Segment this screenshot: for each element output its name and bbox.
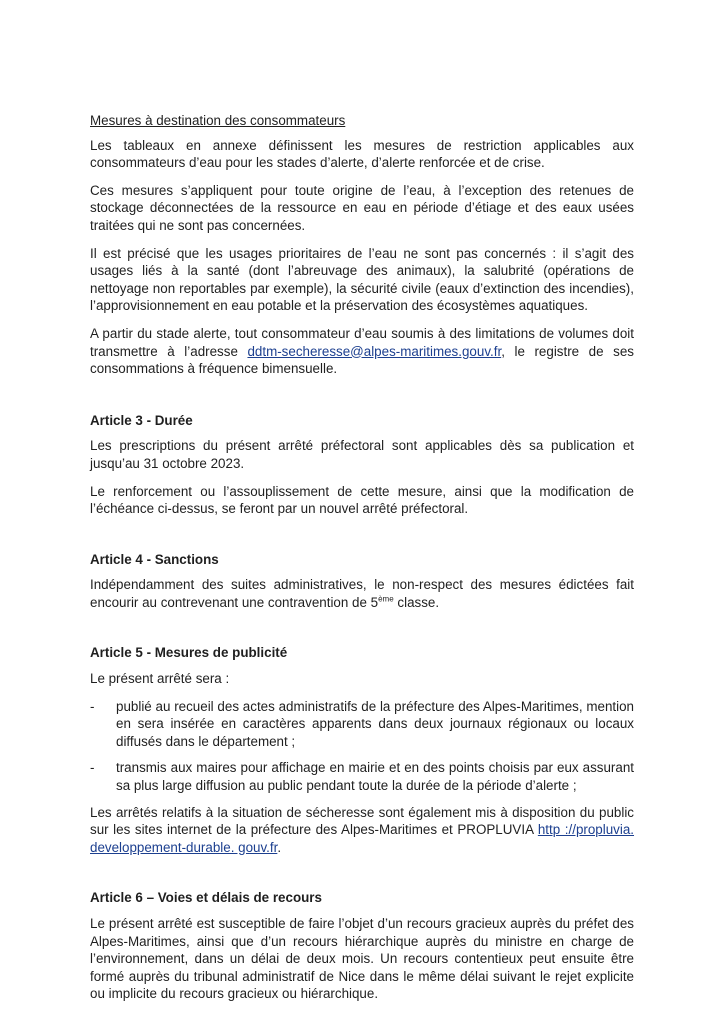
article-4-section xyxy=(90,551,634,612)
intro-heading: Mesures à destination des consommateurs xyxy=(90,113,346,128)
ordinal-superscript: ème xyxy=(378,594,394,604)
article-6-paragraph-1: Le présent arrêté est susceptible de faire l’objet d’un recours gracieux auprès du préfet des Alpes-Maritimes, ainsi que d’un recours hiérarchique auprès du ministre en charge de l’environnement, dans un délai de deux mois. Un recours contentieux peut ensuite être formé auprès du tribunal administratif de Nice dans le même délai suivant le rejet explicite ou implicite du recours gracieux ou hiérarchique. xyxy=(90,916,634,1002)
article-3-title: Article 3 - Durée xyxy=(90,412,193,428)
article-4-title: Article 4 - Sanctions xyxy=(90,551,219,567)
list-item xyxy=(90,759,634,794)
article-6-title: Article 6 – Voies et délais de recours xyxy=(90,890,322,906)
article-5-title: Article 5 - Mesures de publicité xyxy=(90,645,288,661)
propluvia-link[interactable]: http ://propluvia. developpement-durable. gouv.fr xyxy=(90,822,635,855)
article-3-paragraph-1: Les prescriptions du présent arrêté préfectoral sont applicables dès sa publication et jusqu’au 31 octobre 2023. xyxy=(90,438,634,471)
article-5-text-after: . xyxy=(277,839,282,855)
email-link[interactable]: ddtm-secheresse@alpes-maritimes.gouv.fr xyxy=(247,343,502,359)
bullet-text: transmis aux maires pour affichage en mairie et en des points choisis par eux assurant sa plus large diffusion au public pendant toute la durée de la période d’alerte ; xyxy=(116,760,634,794)
article-3-section xyxy=(90,412,634,518)
article-5-bullet-list xyxy=(90,698,634,795)
intro-p4-text-after: , le registre de ses consommations à fréquence bimensuelle. xyxy=(90,343,634,377)
article-3-paragraph-2: Le renforcement ou l’assouplissement de cette mesure, ainsi que la modification de l’échéance ci-dessus, se feront par un nouvel arrêté préfectoral. xyxy=(90,483,634,517)
bullet-text: publié au recueil des actes administratifs de la préfecture des Alpes-Maritimes, mention en sera insérée en caractères apparents dans deux journaux régionaux ou locaux diffusés dans le département ; xyxy=(116,698,634,749)
article-5-lead: Le présent arrêté sera : xyxy=(90,671,230,687)
list-item xyxy=(90,698,634,751)
intro-section xyxy=(90,112,634,378)
intro-paragraph-1: Les tableaux en annexe définissent les mesures de restriction applicables aux consommateurs d’eau pour les stades d’alerte, d’alerte renforcée et de crise. xyxy=(90,137,634,171)
article-5-text-before: Les arrêtés relatifs à la situation de sécheresse sont également mis à disposition du public sur les sites internet de la préfecture des Alpes-Maritimes et PROPLUVIA xyxy=(90,804,634,838)
article-5-paragraph-sites xyxy=(90,804,634,857)
intro-paragraph-4 xyxy=(90,325,634,378)
article-4-text-before: Indépendamment des suites administratives, le non-respect des mesures édictées fait encourir au contrevenant une contravention de 5 xyxy=(90,577,634,610)
bullet-dash: - xyxy=(90,760,95,776)
intro-p4-text-before: A partir du stade alerte, tout consommateur d’eau soumis à des limitations de volumes doit transmettre à l’adresse xyxy=(90,325,634,359)
intro-paragraph-3: Il est précisé que les usages prioritaires de l’eau ne sont pas concernés : il s’agit des usages liés à la santé (dont l’abreuvage des animaux), la salubrité (opérations de nettoyage non reportables par exemple), la sécurité civile (eaux d’extinction des incendies), l’approvisionnement en eau potable et la préservation des écosystèmes aquatiques. xyxy=(90,245,634,314)
article-5-section xyxy=(90,644,634,856)
article-6-section xyxy=(90,889,634,1003)
bullet-dash: - xyxy=(90,698,95,714)
article-4-paragraph-1 xyxy=(90,576,634,611)
article-4-text-after: classe. xyxy=(393,594,440,610)
intro-paragraph-2: Ces mesures s’appliquent pour toute origine de l’eau, à l’exception des retenues de stockage déconnectées de la ressource en eau en période d’étiage et des eaux usées traitées qui ne sont pas concernées. xyxy=(90,182,634,233)
